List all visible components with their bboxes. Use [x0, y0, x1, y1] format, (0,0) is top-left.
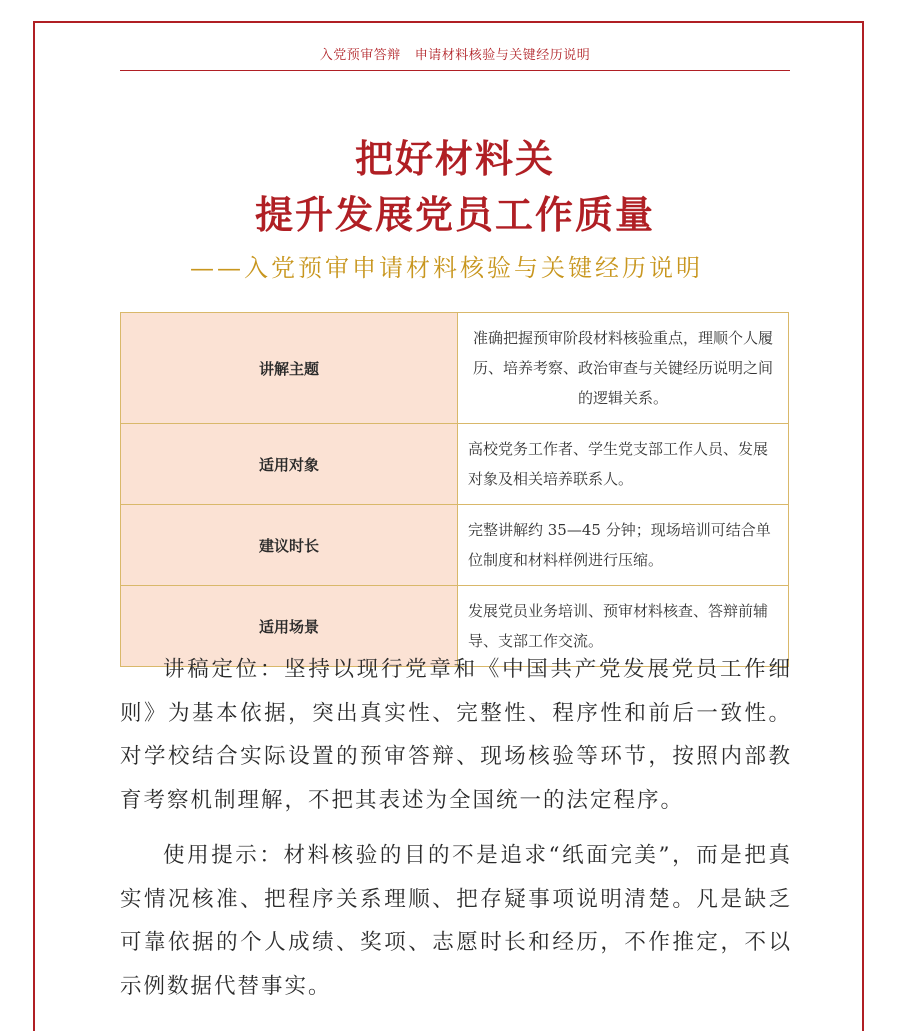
running-header-right: 申请材料核验与关键经历说明: [414, 48, 591, 63]
main-title-line1: 把好材料关: [354, 137, 555, 181]
running-header-left: 入党预审答辩: [319, 48, 401, 63]
header-rule: [120, 70, 790, 71]
body-paragraph-usage-tips: 使用提示：材料核验的目的不是追求“纸面完美”，而是把真实情况核准、把程序关系理顺、把存疑事项说明清楚。凡是缺乏可靠依据的个人成绩、奖项、志愿时长和经历，不作推定，不以示例数据代替事实。: [120, 843, 792, 999]
running-header: [120, 44, 790, 63]
table-value-topic: 准确把握预审阶段材料核验重点，理顺个人履历、培养考察、政治审查与关键经历说明之间的逻辑关系。: [458, 313, 789, 424]
table-value-duration: 完整讲解约 35—45 分钟；现场培训可结合单位制度和材料样例进行压缩。: [458, 505, 789, 586]
table-key-topic: 讲解主题: [121, 313, 458, 424]
table-key-audience: 适用对象: [121, 424, 458, 505]
table-row: [121, 505, 789, 586]
table-value-audience: 高校党务工作者、学生党支部工作人员、发展对象及相关培养联系人。: [458, 424, 789, 505]
info-table: [120, 312, 789, 667]
table-value-scenario: 发展党员业务培训、预审材料核查、答辩前辅导、支部工作交流。: [458, 586, 789, 667]
main-title-line2: 提升发展党员工作质量: [254, 193, 655, 237]
table-key-scenario: 适用场景: [121, 586, 458, 667]
table-row: [121, 313, 789, 424]
table-key-duration: 建议时长: [121, 505, 458, 586]
subtitle: ——入党预审申请材料核验与关键经历说明: [190, 254, 703, 282]
table-row: [121, 424, 789, 505]
body-paragraph-positioning: 讲稿定位：坚持以现行党章和《中国共产党发展党员工作细则》为基本依据，突出真实性、完整性、程序性和前后一致性。对学校结合实际设置的预审答辩、现场核验等环节，按照内部教育考察机制理解，不把其表述为全国统一的法定程序。: [120, 657, 792, 813]
